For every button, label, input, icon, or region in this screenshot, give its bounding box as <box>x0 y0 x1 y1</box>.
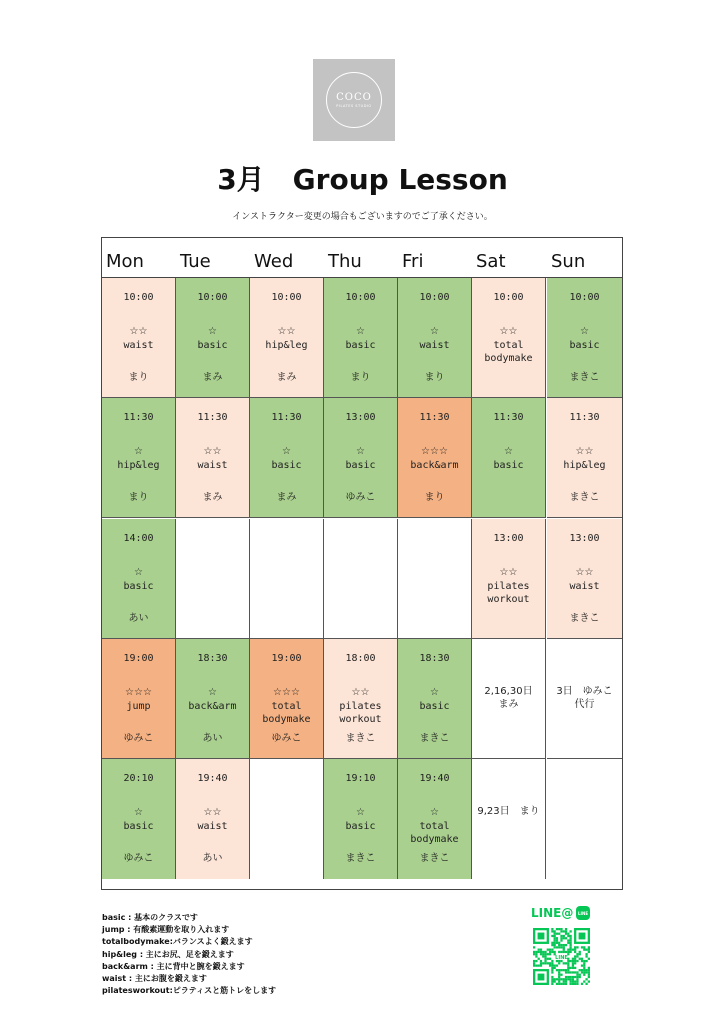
lesson-cell <box>398 759 472 879</box>
legend-item: jump : 有酸素運動を取り入れます <box>102 925 230 935</box>
lesson-name: basic <box>271 460 302 471</box>
lesson-name: basic <box>345 460 376 471</box>
day-header-thu: Thu <box>328 251 362 272</box>
lesson-cell <box>472 278 546 398</box>
lesson-instructor: まみ <box>276 492 297 503</box>
lesson-time: 11:30 <box>493 412 524 423</box>
lesson-level-stars: ☆ <box>580 326 589 337</box>
lesson-level-stars: ☆ <box>208 687 217 698</box>
lesson-level-stars: ☆☆☆ <box>421 446 448 457</box>
lesson-level-stars: ☆☆☆ <box>125 687 152 698</box>
lesson-time: 19:40 <box>197 773 228 784</box>
lesson-level-stars: ☆ <box>356 446 365 457</box>
lesson-level-stars: ☆ <box>430 687 439 698</box>
lesson-cell <box>547 398 622 518</box>
lesson-cell <box>324 278 398 398</box>
lesson-cell <box>547 759 622 879</box>
lesson-instructor: まきこ <box>345 733 376 744</box>
lesson-time: 11:30 <box>419 412 450 423</box>
lesson-instructor: ゆみこ <box>271 733 302 744</box>
lesson-instructor: まり <box>128 492 149 503</box>
qr-center-label: LINE <box>555 955 568 961</box>
logo-subtitle: PILATES STUDIO <box>336 103 372 108</box>
lesson-name: total bodymake <box>262 701 311 725</box>
lesson-level-stars: ☆ <box>134 807 143 818</box>
lesson-level-stars: ☆ <box>356 807 365 818</box>
lesson-level-stars: ☆ <box>208 326 217 337</box>
lesson-cell <box>250 278 324 398</box>
lesson-cell <box>250 398 324 518</box>
lesson-name: pilates workout <box>487 581 530 605</box>
logo-ring <box>326 72 382 128</box>
lesson-cell <box>472 639 546 759</box>
lesson-level-stars: ☆☆ <box>351 687 370 698</box>
lesson-name: basic <box>345 340 376 351</box>
lesson-time: 19:00 <box>123 653 154 664</box>
lesson-name: back&arm <box>188 701 237 712</box>
lesson-time: 18:00 <box>345 653 376 664</box>
line-qr-code[interactable] <box>533 928 590 985</box>
lesson-cell <box>250 759 324 879</box>
lesson-cell <box>102 639 176 759</box>
lesson-instructor: まり <box>424 372 445 383</box>
lesson-instructor: まきこ <box>569 492 600 503</box>
lesson-time: 20:10 <box>123 773 154 784</box>
lesson-name: waist <box>197 460 228 471</box>
legend-item: basic : 基本のクラスです <box>102 913 198 922</box>
lesson-cell <box>324 759 398 879</box>
lesson-name: waist <box>569 581 600 592</box>
lesson-time: 10:00 <box>123 292 154 303</box>
lesson-cell <box>250 519 324 639</box>
lesson-time: 14:00 <box>123 533 154 544</box>
lesson-level-stars: ☆ <box>504 446 513 457</box>
lesson-time: 19:10 <box>345 773 376 784</box>
lesson-level-stars: ☆ <box>282 446 291 457</box>
lesson-name: waist <box>419 340 450 351</box>
instructor-notice: インストラクター変更の場合もございますのでご了承ください。 <box>232 212 493 222</box>
lesson-name: hip&leg <box>563 460 606 471</box>
day-header-wed: Wed <box>254 251 294 272</box>
lesson-cell <box>472 398 546 518</box>
lesson-cell <box>398 278 472 398</box>
lesson-level-stars: ☆ <box>134 567 143 578</box>
lesson-name: basic <box>123 581 154 592</box>
lesson-name: pilates workout <box>339 701 382 725</box>
line-app-icon: LINE <box>576 906 590 920</box>
lesson-cell <box>324 639 398 759</box>
lesson-instructor: まきこ <box>419 733 450 744</box>
lesson-time: 11:30 <box>271 412 302 423</box>
lesson-cell <box>176 759 250 879</box>
lesson-cell <box>102 398 176 518</box>
lesson-instructor: まきこ <box>345 853 376 864</box>
lesson-cell <box>176 519 250 639</box>
lesson-name: jump <box>126 701 151 712</box>
lesson-instructor: まきこ <box>569 372 600 383</box>
lesson-level-stars: ☆☆ <box>575 567 594 578</box>
lesson-cell <box>398 639 472 759</box>
lesson-cell <box>472 519 546 639</box>
studio-logo <box>313 59 395 141</box>
lesson-name: waist <box>123 340 154 351</box>
lesson-time: 10:00 <box>197 292 228 303</box>
lesson-cell <box>176 278 250 398</box>
lesson-time: 10:00 <box>419 292 450 303</box>
lesson-instructor: あい <box>202 733 223 744</box>
lesson-level-stars: ☆ <box>134 446 143 457</box>
lesson-time: 10:00 <box>345 292 376 303</box>
lesson-cell <box>324 398 398 518</box>
lesson-instructor: ゆみこ <box>123 733 154 744</box>
day-header-sat: Sat <box>476 251 506 272</box>
lesson-time: 11:30 <box>123 412 154 423</box>
lesson-instructor: まきこ <box>419 853 450 864</box>
day-header-fri: Fri <box>402 251 424 272</box>
lesson-level-stars: ☆☆ <box>575 446 594 457</box>
legend-item: hip&leg : 主にお尻、足を鍛えます <box>102 949 234 959</box>
lesson-cell <box>547 639 622 759</box>
lesson-time: 18:30 <box>419 653 450 664</box>
lesson-time: 13:00 <box>345 412 376 423</box>
lesson-time: 11:30 <box>569 412 600 423</box>
lesson-instructor: まきこ <box>569 613 600 624</box>
lesson-name: basic <box>569 340 600 351</box>
lesson-cell <box>472 759 546 879</box>
legend-item: totalbodymake:バランスよく鍛えます <box>102 937 253 947</box>
lesson-level-stars: ☆ <box>430 807 439 818</box>
lesson-cell <box>547 278 622 398</box>
lesson-instructor: ゆみこ <box>123 853 154 864</box>
page-title: 3月 Group Lesson <box>217 163 508 196</box>
lesson-name: total bodymake <box>410 821 459 845</box>
lesson-cell <box>398 398 472 518</box>
lesson-cell <box>176 639 250 759</box>
schedule-note: 3日 ゆみこ 代行 <box>556 686 613 710</box>
lesson-name: basic <box>123 821 154 832</box>
lesson-instructor: まみ <box>202 372 223 383</box>
day-header-tue: Tue <box>180 251 211 272</box>
schedule-table <box>101 237 623 890</box>
lesson-instructor: まり <box>350 372 371 383</box>
schedule-note: 9,23日 まり <box>477 806 540 817</box>
lesson-instructor: あい <box>128 613 149 624</box>
logo-name: COCO <box>336 91 372 103</box>
lesson-time: 10:00 <box>569 292 600 303</box>
lesson-name: basic <box>419 701 450 712</box>
lesson-name: basic <box>493 460 524 471</box>
legend-item: waist : 主にお腹を鍛えます <box>102 974 207 984</box>
lesson-level-stars: ☆☆ <box>499 326 518 337</box>
lesson-time: 13:00 <box>569 533 600 544</box>
lesson-cell <box>102 759 176 879</box>
legend-item: back&arm : 主に背中と腕を鍛えます <box>102 961 245 971</box>
lesson-instructor: ゆみこ <box>345 492 376 503</box>
lesson-instructor: まみ <box>202 492 223 503</box>
lesson-time: 10:00 <box>271 292 302 303</box>
lesson-level-stars: ☆☆ <box>129 326 148 337</box>
lesson-level-stars: ☆☆ <box>203 807 222 818</box>
lesson-instructor: まみ <box>276 372 297 383</box>
lesson-cell <box>398 519 472 639</box>
lesson-level-stars: ☆☆☆ <box>273 687 300 698</box>
schedule-note: 2,16,30日 まみ <box>484 686 533 710</box>
lesson-name: basic <box>345 821 376 832</box>
class-legend <box>102 912 276 997</box>
lesson-cell <box>547 519 622 639</box>
lesson-time: 11:30 <box>197 412 228 423</box>
lesson-level-stars: ☆☆ <box>203 446 222 457</box>
lesson-instructor: まり <box>424 492 445 503</box>
lesson-name: waist <box>197 821 228 832</box>
day-header-mon: Mon <box>106 251 144 272</box>
lesson-level-stars: ☆☆ <box>277 326 296 337</box>
lesson-level-stars: ☆ <box>356 326 365 337</box>
lesson-instructor: まり <box>128 372 149 383</box>
lesson-instructor: あい <box>202 853 223 864</box>
lesson-time: 13:00 <box>493 533 524 544</box>
lesson-time: 18:30 <box>197 653 228 664</box>
lesson-time: 10:00 <box>493 292 524 303</box>
lesson-name: hip&leg <box>265 340 308 351</box>
lesson-cell <box>324 519 398 639</box>
lesson-cell <box>176 398 250 518</box>
legend-item: pilatesworkout:ピラティスと筋トレをします <box>102 986 277 996</box>
lesson-name: back&arm <box>410 460 459 471</box>
lesson-time: 19:00 <box>271 653 302 664</box>
day-header-sun: Sun <box>551 251 586 272</box>
lesson-time: 19:40 <box>419 773 450 784</box>
line-label: LINE@ <box>531 906 574 920</box>
lesson-name: basic <box>197 340 228 351</box>
lesson-level-stars: ☆ <box>430 326 439 337</box>
lesson-cell <box>250 639 324 759</box>
lesson-cell <box>102 519 176 639</box>
lesson-name: hip&leg <box>117 460 160 471</box>
lesson-level-stars: ☆☆ <box>499 567 518 578</box>
lesson-name: total bodymake <box>484 340 533 364</box>
lesson-cell <box>102 278 176 398</box>
